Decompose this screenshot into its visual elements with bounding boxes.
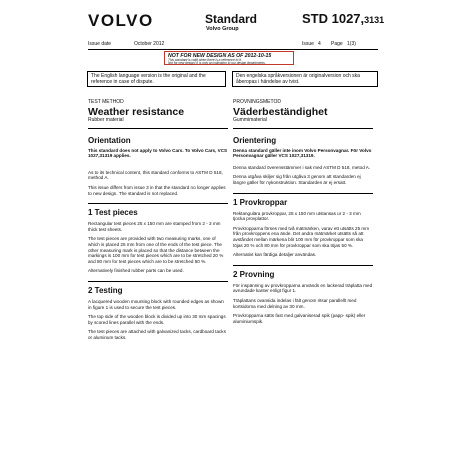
- page-value: 1(3): [347, 41, 356, 47]
- method-title: Weather resistance: [88, 105, 185, 118]
- standard-subtitle: Volvo Group: [206, 26, 239, 32]
- material-label-sv: Gummimaterial: [233, 116, 267, 123]
- section-rule: [88, 203, 228, 204]
- orientation-text-sv: Denna standard gäller inte inom Volvo Personvagnar. För Volvo Personvagnar gäller VCS 1027,31319.: [233, 147, 372, 159]
- orientation-heading: Orientation: [88, 135, 131, 145]
- material-label: Rubber material: [88, 116, 124, 123]
- section-1-paragraph-3-sv: Alternativt kan färdiga detaljer användas.: [233, 252, 317, 258]
- standard-number-suffix: 3131: [364, 15, 385, 25]
- section-2-paragraph-1: A lacquered wooden mounting block with rounded edges as shown in figure 1 is used to secure the test pieces.: [88, 298, 224, 310]
- section-1-heading: 1 Test pieces: [88, 208, 138, 218]
- notice-line-2: Not for new design! It is only an indication to our design departments.: [168, 61, 266, 66]
- notice-title: NOT FOR NEW DESIGN AS OF 2012-10-15: [168, 53, 272, 59]
- method-title-sv: Väderbeständighet: [233, 105, 328, 118]
- section-1-paragraph-2-sv: Provkropparna förses med två mätmärken, varav ett utsätts 25 mm från provkroppens ena ände. Det andra mätmärket utsätts så att avståndet mellan märkena blir 100 mm för provkroppar som ska töjas 20 % och 80 mm för provkroppar som ska töjas 50 %.: [233, 225, 370, 248]
- section-rule: [233, 193, 373, 194]
- section-2-heading: 2 Testing: [88, 285, 123, 295]
- language-note-sv: Den engelska språkversionen är originalversion och ska åberopas i händelse av tvist.: [232, 71, 378, 87]
- tech-content-text: As to its technical content, this standard conforms to ASTM D 518, method A.: [88, 169, 223, 181]
- section-2-paragraph-3: The test pieces are attached with galvanized tacks, cardboard tacks or aluminum tacks.: [88, 329, 226, 340]
- test-method-label: TEST METHOD: [88, 99, 124, 105]
- standard-number-main: STD 1027,: [302, 11, 365, 26]
- section-2-paragraph-3-sv: Provkropparna sätts fast med galvaniserad spik (papp- spik) eller aluminiumspik.: [233, 313, 366, 324]
- section-1-paragraph-2: The test pieces are provided with two measuring marks, one of which is placed 25 mm from one of the ends of the test piece. The other measuring mark is placed so that the distance between the markings is 100 mm for test pieces which are to be stretched 20 % and 80 mm for test pieces which are to be stretched 50 %.: [88, 236, 224, 264]
- tech-content-text-sv: Denna standard överensstämmer i sak med ASTM D 518, metod A.: [233, 164, 371, 170]
- section-2-paragraph-2: The top side of the wooden block is divided up into 30 mm spacings by scored lines parallel with the ends.: [88, 314, 226, 325]
- not-for-new-design-notice: [164, 51, 294, 65]
- section-1-paragraph-3: Alternatively finished rubber parts can be used.: [88, 268, 184, 274]
- section-1-heading-sv: 1 Provkroppar: [233, 197, 288, 207]
- issue-number: 4: [318, 41, 321, 47]
- volvo-logo: VOLVO: [88, 11, 154, 30]
- swedish-column: [233, 100, 373, 324]
- standard-title: Standard: [205, 12, 258, 26]
- section-rule: [233, 265, 373, 266]
- issue-date-label: Issue date: [88, 41, 112, 47]
- section-1-paragraph-1-sv: Rektangulära provkroppar, 25 x 150 mm utstansas ur 2 - 3 mm tjocka provplattor.: [233, 210, 361, 222]
- section-1-paragraph-1: Rectangular test pieces 25 x 150 mm are stamped from 2 - 3 mm thick test sheets.: [88, 221, 221, 232]
- section-rule: [88, 281, 228, 282]
- issue-differs-text-sv: Denna utgåva skiljer sig från utgåva 3 genom att standarden ej längre gäller för nykonstruktion. Standarden är ej ersatt.: [233, 174, 361, 185]
- section-2-heading-sv: 2 Provning: [233, 269, 275, 279]
- page-label: Page: [331, 41, 343, 47]
- section-2-paragraph-1-sv: För inspänning av provkropparna används en lackerad träplatta med avrundade kanter enligt figur 1.: [233, 282, 373, 294]
- section-2-paragraph-2-sv: Träplattans ovansida indelas i fält genom ritsar parallellt med kortsidorna med delning av 30 mm.: [233, 297, 357, 309]
- english-column: [88, 100, 228, 340]
- orientation-heading-sv: Orientering: [233, 135, 277, 145]
- header-rule: [88, 49, 378, 50]
- section-rule: [88, 128, 228, 129]
- language-note-en: The English language version is the original and the reference in case of dispute.: [87, 71, 226, 87]
- orientation-text: This standard does not apply to Volvo Cars. To Volvo Cars, VCS 1027,31319 applies.: [88, 147, 228, 159]
- section-rule: [233, 128, 373, 129]
- standard-number: [302, 11, 384, 26]
- issue-differs-text: This issue differs from issue 3 in that the standard no longer applies to new design. The standard is not replaced.: [88, 184, 226, 196]
- issue-date: October 2012: [134, 41, 165, 47]
- test-method-label-sv: PROVNINGSMETOD: [233, 99, 281, 105]
- notice-line-1: This standard is valid when there is a reference to it.: [168, 58, 242, 62]
- issue-label: Issue: [302, 41, 314, 47]
